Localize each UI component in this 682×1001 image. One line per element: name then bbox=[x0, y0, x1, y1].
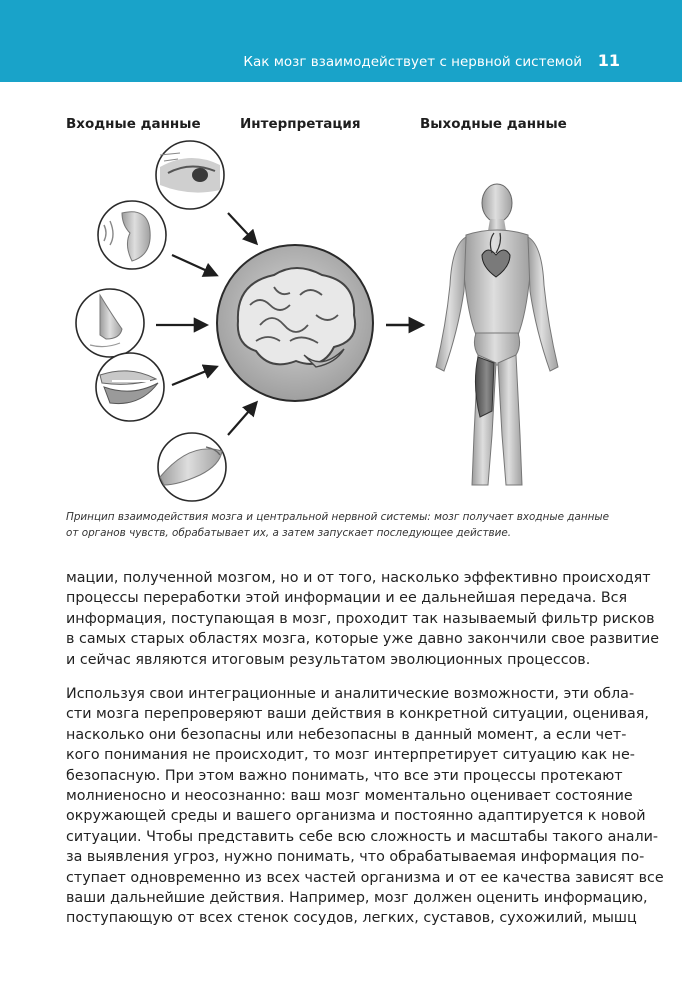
text-line: окружающей среды и вашего организма и постоянно адаптируется к новой bbox=[66, 808, 646, 825]
body-paragraph-1 bbox=[66, 568, 660, 670]
text-line: молниеносно и неосознанно: ваш мозг моментально оценивает состояние bbox=[66, 788, 633, 805]
caption-line: от органов чувств, обрабатывает их, а затем запускает последующее действие. bbox=[66, 527, 512, 539]
text-line: в самых старых областях мозга, которые уже давно закончили свое развитие bbox=[66, 631, 660, 648]
caption-line: Принцип взаимодействия мозга и центральной нервной системы: мозг получает входные данные bbox=[66, 511, 610, 523]
text-line: ваши дальнейшие действия. Например, мозг должен оценить информацию, bbox=[66, 890, 648, 907]
text-line: насколько они безопасны или небезопасны в данный момент, а если чет- bbox=[66, 726, 627, 743]
figure-caption bbox=[66, 509, 610, 541]
text-line: ступает одновременно из всех частей организма и от ее качества зависят все bbox=[66, 869, 664, 886]
text-line: ситуации. Чтобы представить себе всю сложность и масштабы такого анали- bbox=[66, 828, 659, 845]
text-line: Используя свои интеграционные и аналитические возможности, эти обла- bbox=[66, 686, 635, 702]
page-header bbox=[0, 0, 682, 82]
eye-icon bbox=[156, 141, 224, 209]
running-title: Как мозг взаимодействует с нервной системой bbox=[243, 54, 582, 70]
nose-icon bbox=[76, 289, 144, 357]
column-heading-interpretation: Интерпретация bbox=[240, 116, 361, 132]
text-line: за выявления угроз, нужно понимать, что обрабатываемая информация по- bbox=[66, 849, 645, 866]
text-line: поступающую от всех стенок сосудов, легких, суставов, сухожилий, мышц bbox=[66, 910, 637, 927]
ear-icon bbox=[98, 201, 166, 269]
brain-diagram bbox=[60, 135, 622, 505]
text-line: мации, полученной мозгом, но и от того, насколько эффективно происходят bbox=[66, 570, 651, 586]
brain-icon bbox=[217, 245, 373, 401]
page-number: 11 bbox=[597, 51, 620, 70]
body-paragraph-2 bbox=[66, 684, 664, 929]
human-body-icon bbox=[436, 184, 558, 485]
mouth-icon bbox=[96, 353, 164, 421]
column-heading-input: Входные данные bbox=[66, 116, 201, 132]
column-heading-output: Выходные данные bbox=[420, 116, 567, 132]
text-line: и сейчас являются итоговым результатом эволюционных процессов. bbox=[66, 651, 591, 668]
text-line: сти мозга перепроверяют ваши действия в конкретной ситуации, оценивая, bbox=[66, 706, 649, 723]
text-line: кого понимания не происходит, то мозг интерпретирует ситуацию как не- bbox=[66, 747, 635, 764]
text-line: процессы переработки этой информации и ее дальнейшая передача. Вся bbox=[66, 590, 628, 607]
finger-icon bbox=[158, 433, 226, 501]
text-line: информация, поступающая в мозг, проходит так называемый фильтр рисков bbox=[66, 610, 655, 627]
text-line: безопасную. При этом важно понимать, что все эти процессы протекают bbox=[66, 767, 623, 784]
